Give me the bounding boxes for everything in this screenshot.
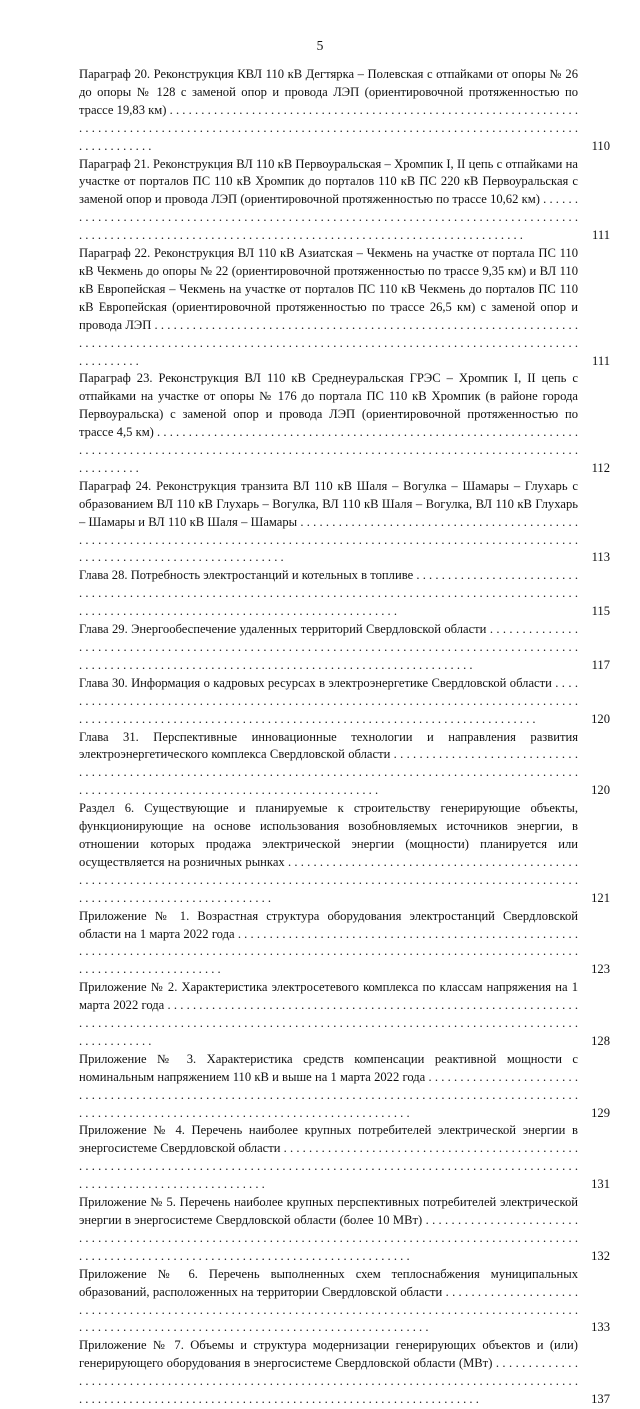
toc-entry-page: 120 [589,711,610,729]
toc-entry-title: Раздел 6. Существующие и планируемые к строительству генерирующие объекты, функционирующие на основе использования возобновляемых источников энергии, в отношении которых продажа электрической энергии (мощности) планируется или осуществляется на розничных рынках . . . [79,800,610,907]
toc-entry[interactable] [79,1266,610,1338]
toc-entry-title: Глава 30. Информация о кадровых ресурсах в электроэнергетике Свердловской области . . . [79,675,610,729]
toc-entry-title: Приложение № 7. Объемы и структура модернизации генерирующих объектов и (или) генерирующего оборудования в энергосистеме Свердловской области (МВт) . . . [79,1337,610,1409]
toc-entry[interactable] [79,979,610,1051]
toc-entry-page: 132 [589,1248,610,1266]
toc-entry-title: Параграф 22. Реконструкция ВЛ 110 кВ Азиатская – Чекмень на участке от портала ПС 110 кВ Чекмень до опоры № 22 (ориентировочной протяженностью по трассе 9,35 км) и ВЛ 110 кВ Европейская – Чекмень на участке от порталов ПС 110 кВ Чекмень до порталов ПС 110 кВ Европейская (ориентировочной протяженностью по трассе 26,5 км) с заменой опор и провода ЛЭП . . . [79,245,610,370]
toc-entry-page: 111 [590,353,610,371]
toc-entry-title: Приложение № 5. Перечень наиболее крупных перспективных потребителей электрической энергии в энергосистеме Свердловской области (более 10 МВт) . . . [79,1194,610,1266]
toc-entry-title: Глава 29. Энергообеспечение удаленных территорий Свердловской области . . . [79,621,610,675]
toc-entry[interactable] [79,66,610,156]
toc-entry[interactable] [79,245,610,370]
toc-entry-title: Глава 28. Потребность электростанций и котельных в топливе . . . [79,567,610,621]
toc-entry-page: 117 [590,657,610,675]
toc-entry[interactable] [79,478,610,568]
toc-entry[interactable] [79,908,610,980]
toc-entry-page: 110 [590,138,610,156]
toc-entry-title: Приложение № 6. Перечень выполненных схем теплоснабжения муниципальных образований, расположенных на территории Свердловской области . . . [79,1266,610,1338]
toc-entry[interactable] [79,1051,610,1123]
toc-entry[interactable] [79,1337,610,1409]
toc-entry[interactable] [79,370,610,477]
toc-entry-title: Приложение № 4. Перечень наиболее крупных потребителей электрической энергии в энергосистеме Свердловской области . . . [79,1122,610,1194]
toc-entry-title: Глава 31. Перспективные инновационные технологии и направления развития электроэнергетического комплекса Свердловской области . . . [79,729,610,801]
toc-entry[interactable] [79,729,610,801]
toc-entry-page: 129 [589,1105,610,1123]
toc-entry[interactable] [79,1122,610,1194]
toc-entry-page: 121 [589,890,610,908]
toc-entry-page: 131 [589,1176,610,1194]
toc-entry-title: Приложение № 2. Характеристика электросетевого комплекса по классам напряжения на 1 марта 2022 года . . . [79,979,610,1051]
toc-entry[interactable] [79,567,610,621]
toc-entry-title: Параграф 20. Реконструкция КВЛ 110 кВ Дегтярка – Полевская с отпайками от опоры № 26 до опоры № 128 с заменой опор и провода ЛЭП (ориентировочной протяженностью по трассе 19,83 км) . . . [79,66,610,156]
toc-entry-page: 128 [589,1033,610,1051]
toc-entry-page: 112 [590,460,610,478]
toc-entry-page: 120 [589,782,610,800]
toc-entry-title: Параграф 21. Реконструкция ВЛ 110 кВ Первоуральская – Хромпик I, II цепь с отпайками на участке от порталов ПС 110 кВ Хромпик до порталов 110 кВ ПС 220 кВ Первоуральская с заменой опор и провода ЛЭП (ориентировочной протяженностью по трассе 10,62 км) . . . [79,156,610,246]
toc-entry[interactable] [79,800,610,907]
toc-entry-page: 115 [590,603,610,621]
toc-entry[interactable] [79,1194,610,1266]
toc-entry-page: 111 [590,227,610,245]
toc-entry-page: 133 [589,1319,610,1337]
table-of-contents [79,66,610,1409]
toc-entry[interactable] [79,156,610,246]
toc-entry-title: Параграф 24. Реконструкция транзита ВЛ 110 кВ Шаля – Вогулка – Шамары – Глухарь с образованием ВЛ 110 кВ Глухарь – Вогулка, ВЛ 110 кВ Шаля – Вогулка, ВЛ 110 кВ Глухарь – Шамары и ВЛ 110 кВ Шаля – Шамары . . . [79,478,610,568]
toc-entry-page: 137 [589,1391,610,1409]
toc-entry-page: 113 [590,549,610,567]
page-number: 5 [316,38,324,53]
toc-entry-title: Приложение № 3. Характеристика средств компенсации реактивной мощности с номинальным напряжением 110 кВ и выше на 1 марта 2022 года . . . [79,1051,610,1123]
toc-entry-page: 123 [589,961,610,979]
toc-entry[interactable] [79,621,610,675]
toc-entry-title: Приложение № 1. Возрастная структура оборудования электростанций Свердловской области на 1 марта 2022 года . . . [79,908,610,980]
toc-entry[interactable] [79,675,610,729]
toc-entry-title: Параграф 23. Реконструкция ВЛ 110 кВ Среднеуральская ГРЭС – Хромпик I, II цепь с отпайками на участке от опоры № 176 до портала ПС 110 кВ Хромпик (в районе города Первоуральска) с заменой опор и провода ЛЭП (ориентировочной протяженностью по трассе 4,5 км) . . . [79,370,610,477]
